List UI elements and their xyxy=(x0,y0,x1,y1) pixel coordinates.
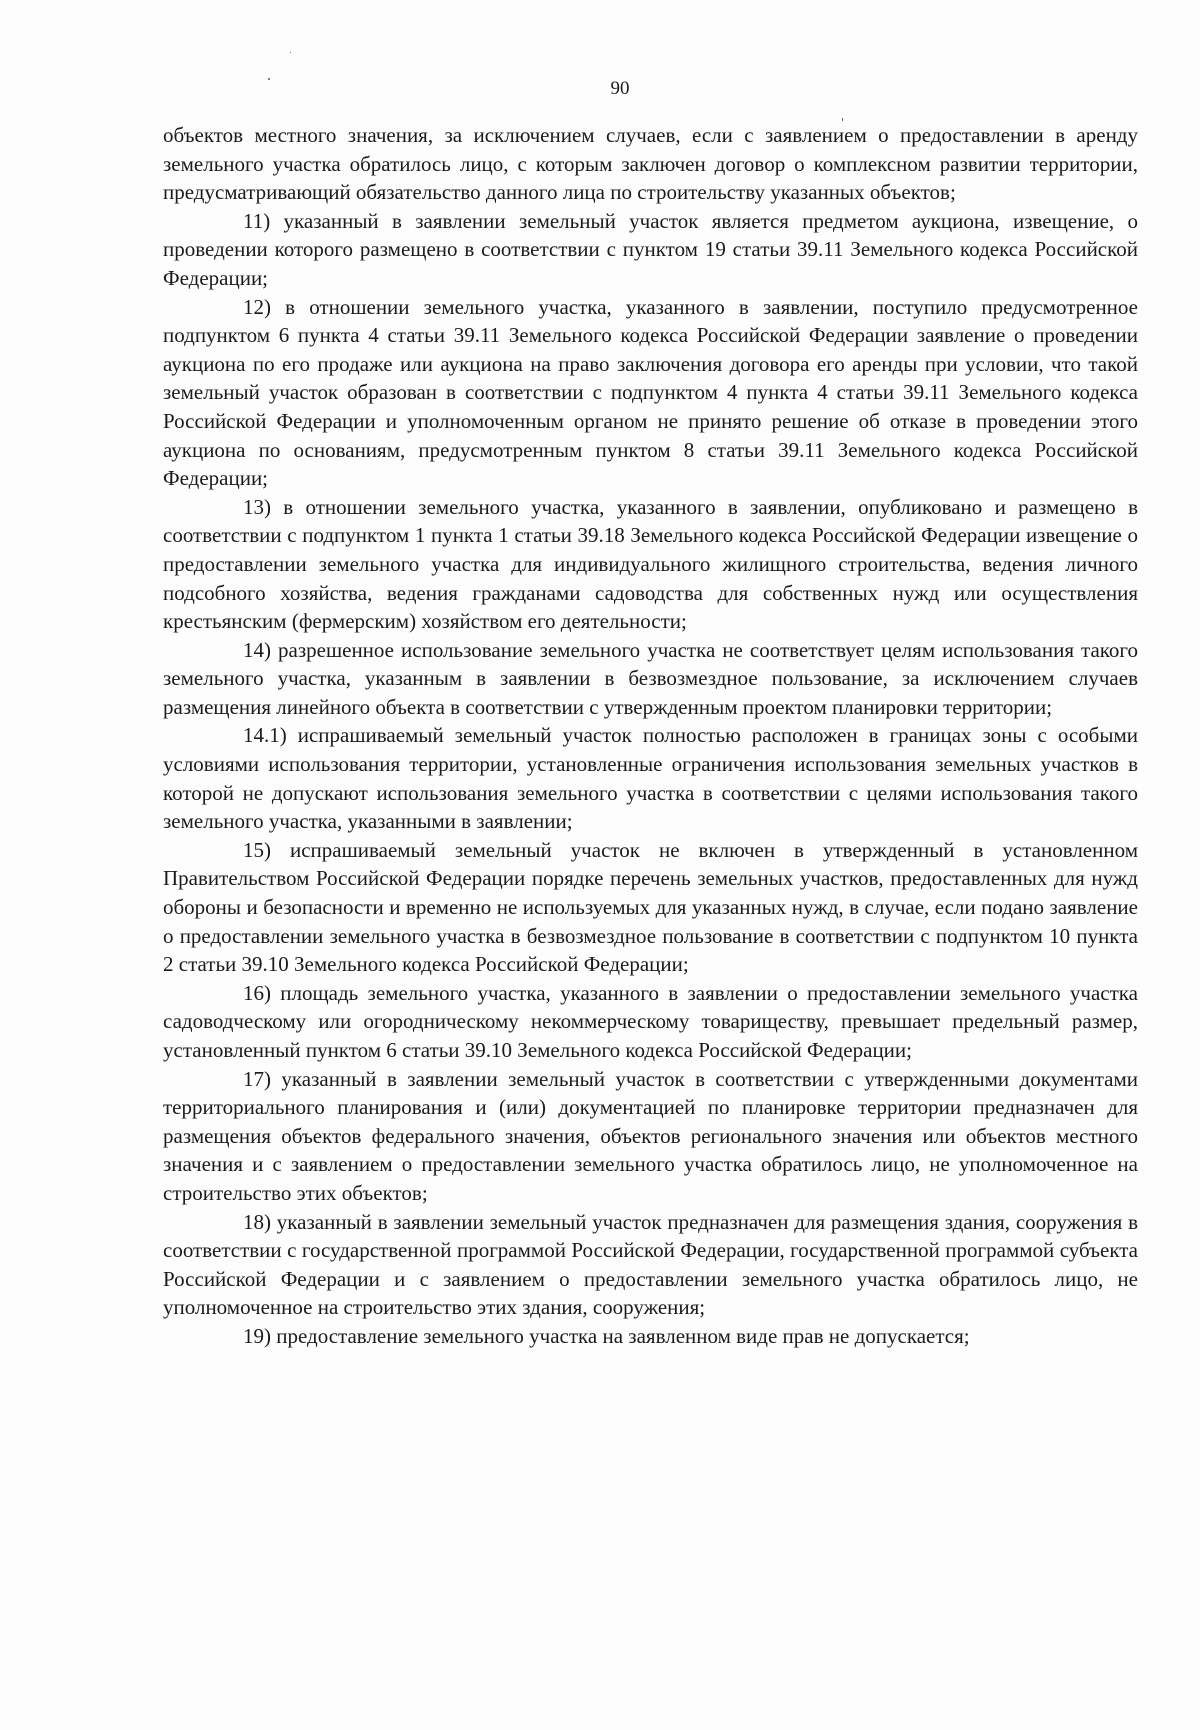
page-number: 90 xyxy=(610,78,630,99)
paragraph-item-11: 11) указанный в заявлении земельный участок является предметом аукциона, извещение, о проведении которого размещено в соответствии с пунктом 19 статьи 39.11 Земельного кодекса Российской Федерации; xyxy=(163,208,1138,290)
scan-speck xyxy=(290,52,291,53)
paragraph-item-19: 19) предоставление земельного участка на заявленном виде прав не допускается; xyxy=(243,1323,970,1348)
paragraph-continuation: объектов местного значения, за исключением случаев, если с заявлением о предоставлении в аренду земельного участка обратилось лицо, с которым заключен договор о комплексном развитии территории, предусматривающий обязательство данного лица по строительству указанных объектов; xyxy=(163,123,1138,205)
paragraph-item-16: 16) площадь земельного участка, указанного в заявлении о предоставлении земельного участка садоводческому или огородническому некоммерческому товариществу, превышает предельный размер, установленный пунктом 6 статьи 39.10 Земельного кодекса Российской Федерации; xyxy=(163,980,1138,1062)
paragraph-item-15: 15) испрашиваемый земельный участок не включен в утвержденный в установленном Правительством Российской Федерации порядке перечень земельных участков, предоставленных для нужд обороны и безопасности и временно не используемых для указанных нужд, в случае, если подано заявление о предоставлении земельного участка в безвозмездное пользование в соответствии с подпунктом 10 пункта 2 статьи 39.10 Земельного кодекса Российской Федерации; xyxy=(163,837,1138,977)
paragraph-item-14: 14) разрешенное использование земельного участка не соответствует целям использования такого земельного участка, указанным в заявлении в безвозмездное пользование, за исключением случаев размещения линейного объекта в соответствии с утвержденным проектом планировки территории; xyxy=(163,637,1138,719)
paragraph-item-18: 18) указанный в заявлении земельный участок предназначен для размещения здания, сооружения в соответствии с государственной программой Российской Федерации, государственной программой субъекта Российской Федерации и с заявлением о предоставлении земельного участка обратилось лицо, не уполномоченное на строительство этих здания, сооружения; xyxy=(163,1209,1138,1320)
document-body xyxy=(163,121,1138,1351)
paragraph-item-12: 12) в отношении земельного участка, указанного в заявлении, поступило предусмотренное подпунктом 6 пункта 4 статьи 39.11 Земельного кодекса Российской Федерации заявление о проведении аукциона по его продаже или аукциона на право заключения договора его аренды при условии, что такой земельный участок образован в соответствии с подпунктом 4 пункта 4 статьи 39.11 Земельного кодекса Российской Федерации и уполномоченным органом не принято решение об отказе в проведении этого аукциона по основаниям, предусмотренным пунктом 8 статьи 39.11 Земельного кодекса Российской Федерации; xyxy=(163,294,1138,491)
paragraph-item-17: 17) указанный в заявлении земельный участок в соответствии с утвержденными документами территориального планирования и (или) документацией по планировке территории предназначен для размещения объектов федерального значения, объектов регионального значения или объектов местного значения и с заявлением о предоставлении земельного участка обратилось лицо, не уполномоченное на строительство этих объектов; xyxy=(163,1066,1138,1205)
paragraph-item-13: 13) в отношении земельного участка, указанного в заявлении, опубликовано и размещено в соответствии с подпунктом 1 пункта 1 статьи 39.18 Земельного кодекса Российской Федерации извещение о предоставлении земельного участка для индивидуального жилищного строительства, ведения личного подсобного хозяйства, ведения гражданами садоводства для собственных нужд или осуществления крестьянским (фермерским) хозяйством его деятельности; xyxy=(163,494,1138,634)
paragraph-item-14-1: 14.1) испрашиваемый земельный участок полностью расположен в границах зоны с особыми условиями использования территории, установленные ограничения использования земельных участков в которой не допускают использования земельного участка в соответствии с целями использования такого земельного участка, указанными в заявлении; xyxy=(163,723,1138,834)
